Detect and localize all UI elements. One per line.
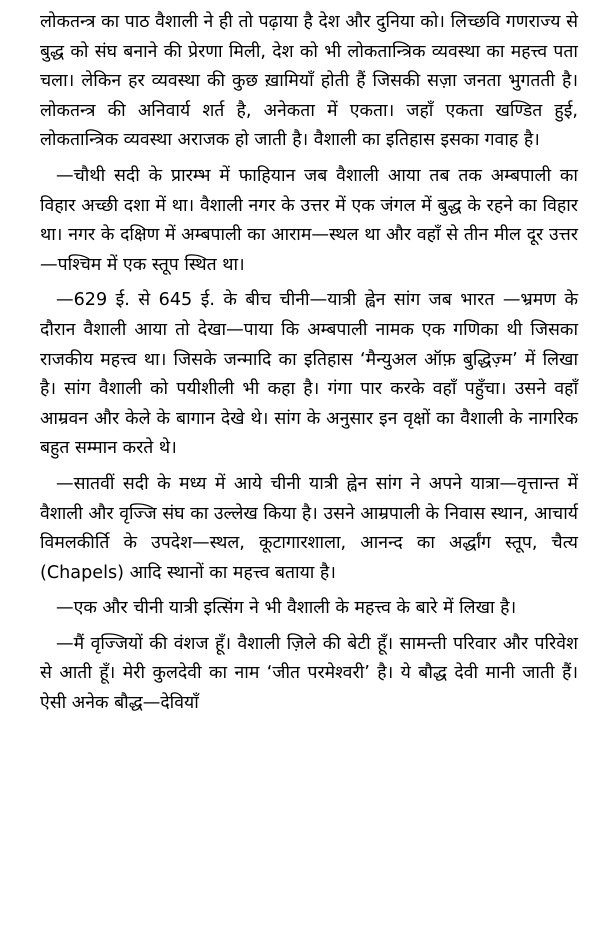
- paragraph-itsing: —एक और चीनी यात्री इत्सिंग ने भी वैशाली के महत्त्व के बारे में लिखा है।: [56, 598, 517, 619]
- paragraph-hiuen-tsang-travel: —629 ई. से 645 ई. के बीच चीनी—यात्री ह्वेन सांग जब भारत —भ्रमण के दौरान वैशाली आया तो देखा—पाया कि अम्बपाली नामक एक गणिका थी जिसका राजकीय महत्त्व था। जिसके जन्मादि का इतिहास ‘मैन्युअल ऑफ़ बुद्धिज़्म’ में लिखा है। सांग वैशाली को पयीशीली भी कहा है। गंगा पार करके वहाँ पहुँचा। उसने वहाँ आम्रवन और केले के बागान देखे थे। सांग के अनुसार इन वृक्षों का वैशाली के नागरिक बहुत सम्मान करते थे।: [40, 290, 578, 459]
- paragraph-seventh-century: —सातवीं सदी के मध्य में आये चीनी यात्री ह्वेन सांग ने अपने यात्रा—वृत्तान्त में वैशाली और वृज्जि संघ का उल्लेख किया है। उसने आम्रपाली के निवास स्थान, आचार्य विमलकीर्ति के उपदेश—स्थल, कूटागारशाला, आनन्द का अर्द्धांग स्तूप, चैत्य (Chapels) आदि स्थानों का महत्त्व बताया है।: [40, 473, 578, 583]
- paragraph-author-lineage: —मैं वृज्जियों की वंशज हूँ। वैशाली ज़िले की बेटी हूँ। सामन्ती परिवार और परिवेश से आती हूँ। मेरी कुलदेवी का नाम ‘जीत परमेश्वरी’ है। ये बौद्ध देवी मानी जाती हैं। ऐसी अनेक बौद्ध—देवियाँ: [40, 633, 578, 714]
- paragraph-fahiyan: —चौथी सदी के प्रारम्भ में फाहियान जब वैशाली आया तब तक अम्बपाली का विहार अच्छी दशा में था। वैशाली नगर के उत्तर में एक जंगल में बुद्ध के रहने का विहार था। नगर के दक्षिण में अम्बपाली का आराम—स्थल था और वहाँ से तीन मील दूर उत्तर—पश्चिम में एक स्तूप स्थित था।: [40, 165, 578, 275]
- paragraph-intro: लोकतन्त्र का पाठ वैशाली ने ही तो पढ़ाया है देश और दुनिया को। लिच्छवि गणराज्य से बुद्ध को संघ बनाने की प्रेरणा मिली, देश को भी लोकतान्त्रिक व्यवस्था का महत्त्व पता चला। लेकिन हर व्यवस्था की कुछ ख़ामियाँ होती हैं जिसकी सज़ा जनता भुगतती है। लोकतन्त्र की अनिवार्य शर्त है, अनेकता में एकता। जहाँ एकता खण्डित हुई, लोकतान्त्रिक व्यवस्था अराजक हो जाती है। वैशाली का इतिहास इसका गवाह है।: [40, 12, 578, 151]
